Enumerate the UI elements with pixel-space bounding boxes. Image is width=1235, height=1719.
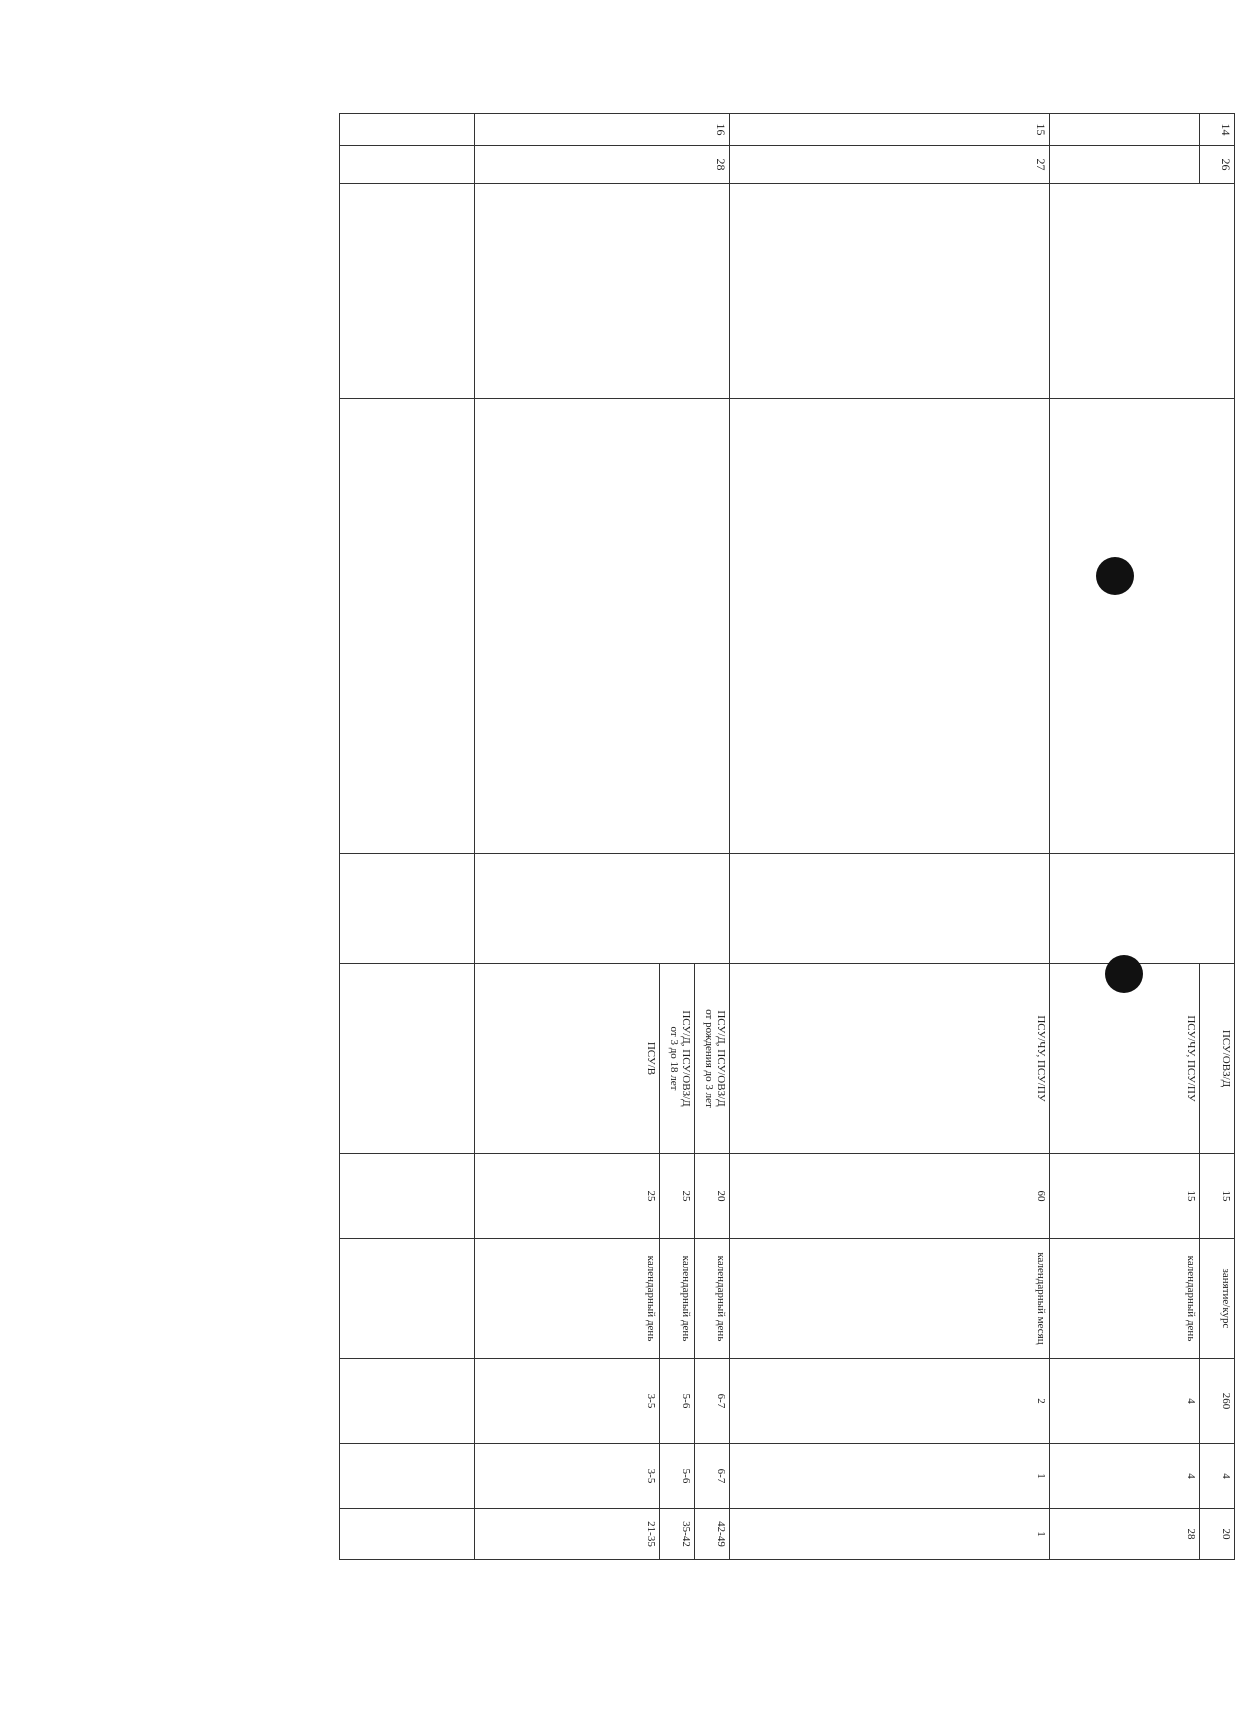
table-row bbox=[1200, 114, 1235, 1560]
time-norm: 20 bbox=[695, 1154, 730, 1239]
days: 1 bbox=[730, 1444, 1050, 1509]
days: 4 bbox=[1050, 1444, 1200, 1509]
category-code: ПСУ/Д, ПСУ/ОВЗ/Д bbox=[680, 1010, 692, 1107]
frequency: 2 bbox=[730, 1359, 1050, 1444]
time-norm: 25 bbox=[475, 1154, 660, 1239]
days: 3-5 bbox=[475, 1444, 660, 1509]
recipient-category bbox=[660, 964, 695, 1154]
time-norm: 25 bbox=[660, 1154, 695, 1239]
time-norm: 15 bbox=[1200, 1154, 1235, 1239]
total: 35-42 bbox=[660, 1509, 695, 1560]
frequency: 3-5 bbox=[475, 1359, 660, 1444]
table-row bbox=[340, 114, 475, 1560]
service-standard bbox=[1050, 854, 1235, 964]
service-name bbox=[1050, 184, 1235, 399]
row-number bbox=[1050, 114, 1200, 146]
frequency: 5-6 bbox=[660, 1359, 695, 1444]
total: 20 bbox=[1200, 1509, 1235, 1560]
service-standard bbox=[730, 854, 1050, 964]
recipient-category: ПСУ/ЧУ, ПСУ/ПУ bbox=[1050, 964, 1200, 1154]
unit: занятие/курс bbox=[1200, 1239, 1235, 1359]
total: 42-49 bbox=[695, 1509, 730, 1560]
unit: календарный месяц bbox=[730, 1239, 1050, 1359]
scan-hole-mark bbox=[1105, 955, 1143, 993]
recipient-category: ПСУ/В bbox=[475, 964, 660, 1154]
service-name bbox=[730, 184, 1050, 399]
days: 5-6 bbox=[660, 1444, 695, 1509]
table-row bbox=[730, 114, 1050, 1560]
service-code: 26 bbox=[1200, 146, 1235, 184]
unit: календарный день bbox=[695, 1239, 730, 1359]
total: 28 bbox=[1050, 1509, 1200, 1560]
row-number: 14 bbox=[1200, 114, 1235, 146]
category-code: ПСУ/Д, ПСУ/ОВЗ/Д bbox=[715, 1010, 727, 1107]
service-code bbox=[1050, 146, 1200, 184]
row-number: 15 bbox=[730, 114, 1050, 146]
recipient-category bbox=[695, 964, 730, 1154]
frequency: 260 bbox=[1200, 1359, 1235, 1444]
recipient-category: ПСУ/ОВЗ/Д bbox=[1200, 964, 1235, 1154]
table-row bbox=[695, 114, 730, 1560]
service-standard bbox=[475, 854, 730, 964]
service-description bbox=[1050, 399, 1235, 854]
service-code: 27 bbox=[730, 146, 1050, 184]
recipient-category: ПСУ/ЧУ, ПСУ/ПУ bbox=[730, 964, 1050, 1154]
days: 6-7 bbox=[695, 1444, 730, 1509]
service-name bbox=[475, 184, 730, 399]
total: 1 bbox=[730, 1509, 1050, 1560]
total: 21-35 bbox=[475, 1509, 660, 1560]
service-description bbox=[730, 399, 1050, 854]
service-code: 28 bbox=[475, 146, 730, 184]
service-description bbox=[475, 399, 730, 854]
time-norm: 60 bbox=[730, 1154, 1050, 1239]
row-number: 16 bbox=[475, 114, 730, 146]
scan-hole-mark bbox=[1096, 557, 1134, 595]
time-norm: 15 bbox=[1050, 1154, 1200, 1239]
unit: календарный день bbox=[1050, 1239, 1200, 1359]
rotated-services-table bbox=[340, 113, 1235, 1559]
social-services-table bbox=[339, 113, 1235, 1560]
category-age-note: от 3 до 18 лет bbox=[668, 1026, 680, 1091]
unit: календарный день bbox=[475, 1239, 660, 1359]
frequency: 6-7 bbox=[695, 1359, 730, 1444]
unit: календарный день bbox=[660, 1239, 695, 1359]
days: 4 bbox=[1200, 1444, 1235, 1509]
category-age-note: от рождения до 3 лет bbox=[703, 1009, 715, 1108]
frequency: 4 bbox=[1050, 1359, 1200, 1444]
